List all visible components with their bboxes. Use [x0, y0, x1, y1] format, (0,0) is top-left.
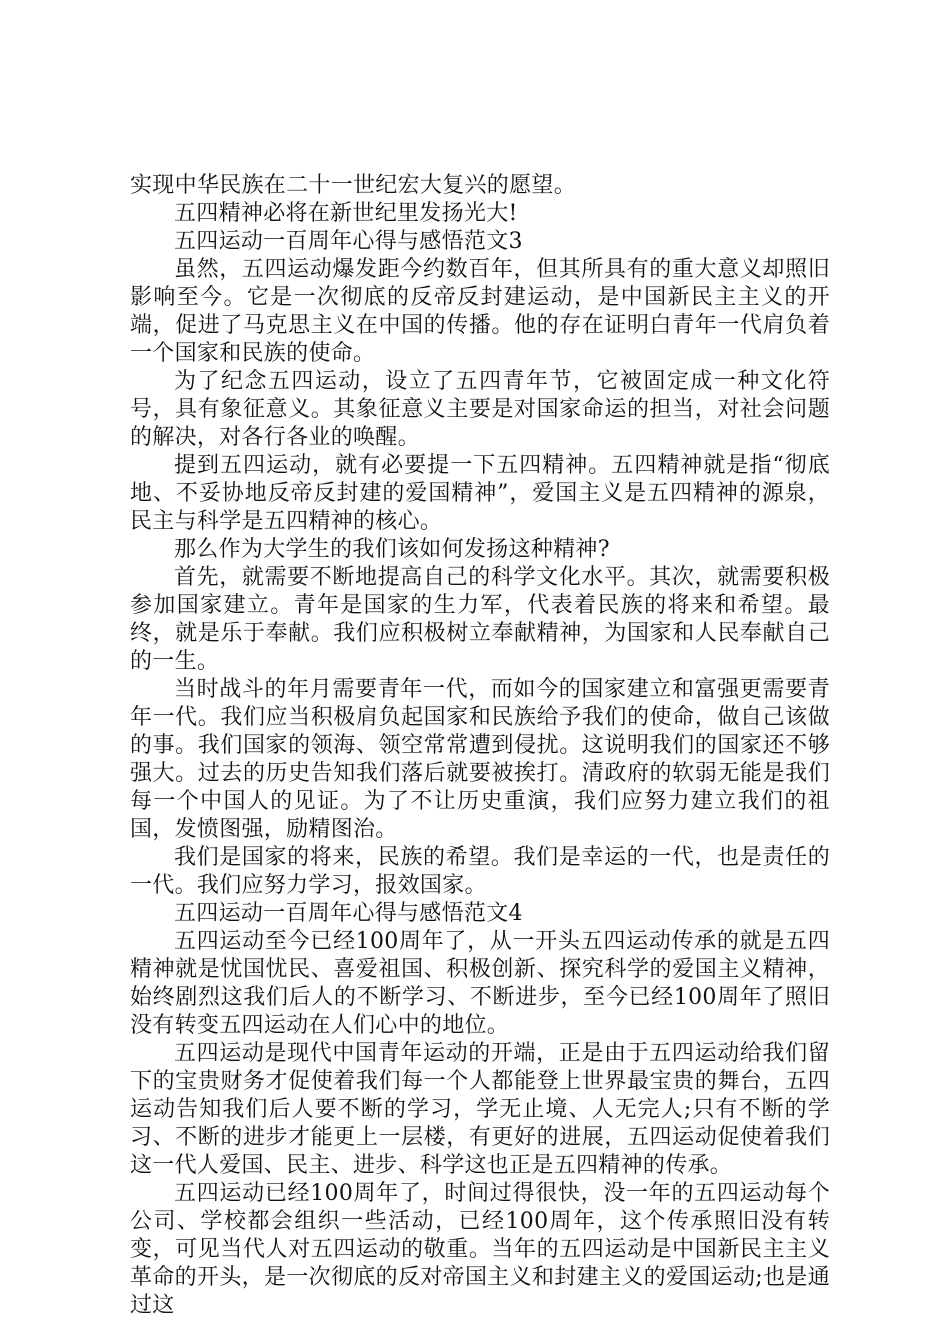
paragraph: 首先，就需要不断地提高自己的科学文化水平。其次，就需要积极参加国家建立。青年是国家的生力军，代表着民族的将来和希望。最终，就是乐于奉献。我们应积极树立奉献精神，为国家和人民奉献自己的一生。: [130, 565, 830, 674]
paragraph: 提到五四运动，就有必要提一下五四精神。五四精神就是指“彻底地、不妥协地反帝反封建的爱国精神”，爱国主义是五四精神的源泉，民主与科学是五四精神的核心。: [130, 453, 830, 534]
paragraph: 我们是国家的将来，民族的希望。我们是幸运的一代，也是责任的一代。我们应努力学习，报效国家。: [130, 845, 830, 898]
paragraph: 当时战斗的年月需要青年一代，而如今的国家建立和富强更需要青年一代。我们应当积极肩负起国家和民族给予我们的使命，做自己该做的事。我们国家的领海、领空常常遭到侵扰。这说明我们的国家还不够强大。过去的历史告知我们落后就要被挨打。清政府的软弱无能是我们每一个中国人的见证。为了不让历史重演，我们应努力建立我们的祖国，发愤图强，励精图治。: [130, 677, 830, 842]
paragraph: 五四运动至今已经100周年了，从一开头五四运动传承的就是五四精神就是忧国忧民、喜爱祖国、积极创新、探究科学的爱国主义精神，始终剧烈这我们后人的不断学习、不断进步，至今已经100周年了照旧没有转变五四运动在人们心中的地位。: [130, 929, 830, 1038]
paragraph: 为了纪念五四运动，设立了五四青年节，它被固定成一种文化符号，具有象征意义。其象征意义主要是对国家命运的担当，对社会问题的解决，对各行各业的唤醒。: [130, 369, 830, 450]
paragraph: 五四精神必将在新世纪里发扬光大!: [174, 201, 518, 226]
paragraph: 五四运动已经100周年了，时间过得很快，没一年的五四运动每个公司、学校都会组织一些活动，已经100周年，这个传承照旧没有转变，可见当代人对五四运动的敬重。当年的五四运动是中国新民主主义革命的开头，是一次彻底的反对帝国主义和封建主义的爱国运动;也是通过这: [130, 1181, 830, 1318]
paragraph: 那么作为大学生的我们该如何发扬这种精神?: [174, 537, 610, 562]
paragraph: 实现中华民族在二十一世纪宏大复兴的愿望。: [130, 173, 577, 198]
paragraph: 虽然，五四运动爆发距今约数百年，但其所具有的重大意义却照旧影响至今。它是一次彻底的反帝反封建运动，是中国新民主主义的开端，促进了马克思主义在中国的传播。他的存在证明白青年一代肩负着一个国家和民族的使命。: [130, 257, 830, 366]
document-body: [130, 172, 830, 1320]
paragraph: 五四运动一百周年心得与感悟范文3: [174, 229, 523, 254]
paragraph: 五四运动一百周年心得与感悟范文4: [174, 901, 523, 926]
paragraph: 五四运动是现代中国青年运动的开端，正是由于五四运动给我们留下的宝贵财务才促使着我们每一个人都能登上世界最宝贵的舞台，五四运动告知我们后人要不断的学习，学无止境、人无完人;只有不断的学习、不断的进步才能更上一层楼，有更好的进展，五四运动促使着我们这一代人爱国、民主、进步、科学这也正是五四精神的传承。: [130, 1041, 830, 1178]
